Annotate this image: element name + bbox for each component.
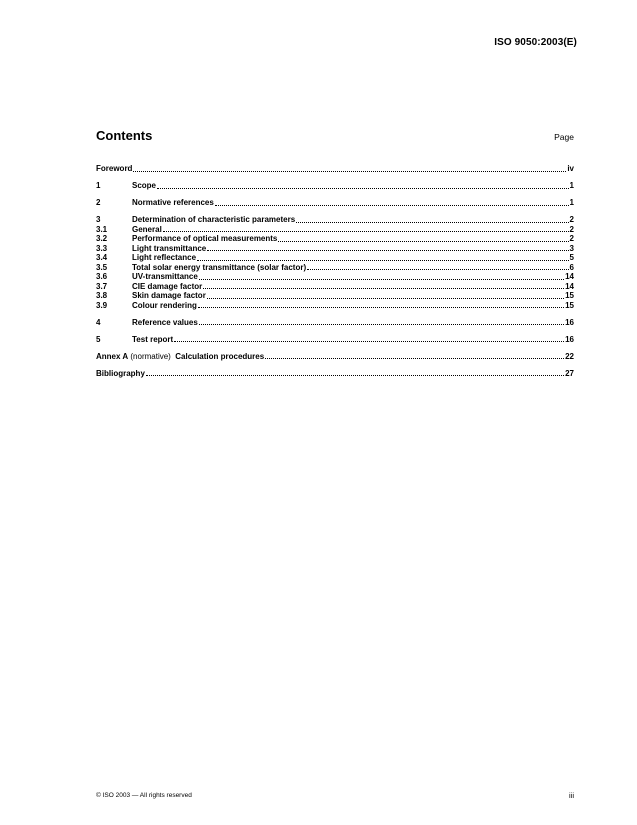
page-number: iii xyxy=(569,791,574,800)
toc-entry-text: Skin damage factor xyxy=(132,291,206,300)
toc-entry-text: CIE damage factor xyxy=(132,281,203,291)
leader-dots xyxy=(146,375,564,376)
toc-entry-annex-label xyxy=(96,352,264,362)
toc-entry-page: 16 xyxy=(565,334,574,344)
leader-dots xyxy=(203,288,564,289)
leader-dots xyxy=(278,241,568,242)
leader-dots xyxy=(207,250,568,251)
table-of-contents xyxy=(96,164,574,378)
toc-entry-light-reflectance[interactable] xyxy=(96,253,574,263)
toc-entry-number: 1 xyxy=(96,181,101,190)
toc-entry-page: 3 xyxy=(569,243,574,253)
toc-entry-page: 14 xyxy=(565,272,574,281)
toc-entry-page: 22 xyxy=(565,351,574,361)
toc-entry-text: Performance of optical measurements xyxy=(132,234,278,243)
annex-qualifier: (normative) xyxy=(128,351,176,361)
toc-entry-page: 1 xyxy=(569,181,574,190)
toc-entry-page: 27 xyxy=(565,368,574,378)
contents-header xyxy=(96,128,574,146)
toc-entry-text: Bibliography xyxy=(96,368,145,378)
toc-entry-text: UV-transmittance xyxy=(132,272,198,281)
toc-entry-text: General xyxy=(132,224,162,234)
toc-entry-text: Scope xyxy=(132,181,157,190)
toc-entry-cie-damage-factor[interactable] xyxy=(96,282,574,292)
toc-entry-number: 3.7 xyxy=(96,281,108,291)
toc-entry-page: 15 xyxy=(565,300,574,310)
toc-entry-number: 5 xyxy=(96,334,101,344)
leader-dots xyxy=(207,298,564,299)
toc-entry-text: Reference values xyxy=(132,317,198,327)
toc-entry-text: Colour rendering xyxy=(132,300,197,310)
toc-entry-bibliography[interactable] xyxy=(96,369,574,379)
toc-entry-colour-rendering[interactable] xyxy=(96,301,574,311)
toc-entry-page: 15 xyxy=(565,291,574,300)
leader-dots xyxy=(307,269,568,270)
leader-dots xyxy=(199,279,564,280)
toc-entry-normative-references[interactable] xyxy=(96,198,574,208)
leader-dots xyxy=(199,324,564,325)
toc-entry-scope[interactable] xyxy=(96,181,574,191)
toc-entry-general[interactable] xyxy=(96,225,574,235)
leader-dots xyxy=(265,358,564,359)
toc-entry-number: 3.3 xyxy=(96,243,108,253)
toc-entry-page: 2 xyxy=(569,215,574,224)
toc-entry-number: 3 xyxy=(96,215,101,224)
toc-entry-page: iv xyxy=(567,164,574,173)
annex-title: Calculation procedures xyxy=(175,351,265,361)
toc-entry-number: 3.2 xyxy=(96,234,108,243)
leader-dots xyxy=(296,222,568,223)
page-column-label: Page xyxy=(554,132,574,142)
toc-entry-page: 2 xyxy=(569,234,574,243)
annex-prefix: Annex A xyxy=(96,351,129,361)
toc-entry-light-transmittance[interactable] xyxy=(96,244,574,254)
toc-entry-text: Total solar energy transmittance (solar factor) xyxy=(132,262,307,272)
toc-entry-number: 3.8 xyxy=(96,291,108,300)
leader-dots xyxy=(197,260,569,261)
toc-entry-number: 3.1 xyxy=(96,224,108,234)
toc-entry-number: 3.5 xyxy=(96,262,108,272)
toc-entry-determination[interactable] xyxy=(96,215,574,225)
toc-entry-page: 2 xyxy=(569,224,574,234)
toc-entry-number: 3.4 xyxy=(96,253,108,262)
toc-entry-text: Normative references xyxy=(132,198,214,207)
toc-entry-text: Light transmittance xyxy=(132,243,207,253)
leader-dots xyxy=(215,205,569,206)
copyright-notice: © ISO 2003 — All rights reserved xyxy=(96,792,192,799)
toc-entry-number: 3.6 xyxy=(96,272,108,281)
toc-entry-foreword[interactable] xyxy=(96,164,574,174)
page-title: Contents xyxy=(96,128,153,143)
toc-entry-page: 16 xyxy=(565,317,574,327)
toc-entry-number: 4 xyxy=(96,317,101,327)
leader-dots xyxy=(163,231,569,232)
toc-entry-test-report[interactable] xyxy=(96,335,574,345)
toc-entry-page: 14 xyxy=(565,281,574,291)
toc-entry-skin-damage-factor[interactable] xyxy=(96,291,574,301)
leader-dots xyxy=(157,188,569,189)
toc-entry-uv-transmittance[interactable] xyxy=(96,272,574,282)
toc-entry-text: Determination of characteristic parameters xyxy=(132,215,296,224)
toc-entry-optical-measurements[interactable] xyxy=(96,234,574,244)
toc-entry-annex-a[interactable] xyxy=(96,352,574,362)
toc-entry-number: 3.9 xyxy=(96,300,108,310)
leader-dots xyxy=(198,307,564,308)
toc-entry-number: 2 xyxy=(96,198,101,207)
toc-entry-page: 6 xyxy=(569,262,574,272)
leader-dots xyxy=(174,341,564,342)
toc-entry-text: Foreword xyxy=(96,164,133,173)
toc-entry-text: Light reflectance xyxy=(132,253,197,262)
toc-entry-text: Test report xyxy=(132,334,174,344)
document-reference: ISO 9050:2003(E) xyxy=(494,37,577,48)
toc-entry-solar-factor[interactable] xyxy=(96,263,574,273)
toc-entry-page: 5 xyxy=(569,253,574,262)
leader-dots xyxy=(133,171,566,172)
toc-entry-page: 1 xyxy=(569,198,574,207)
toc-entry-reference-values[interactable] xyxy=(96,318,574,328)
